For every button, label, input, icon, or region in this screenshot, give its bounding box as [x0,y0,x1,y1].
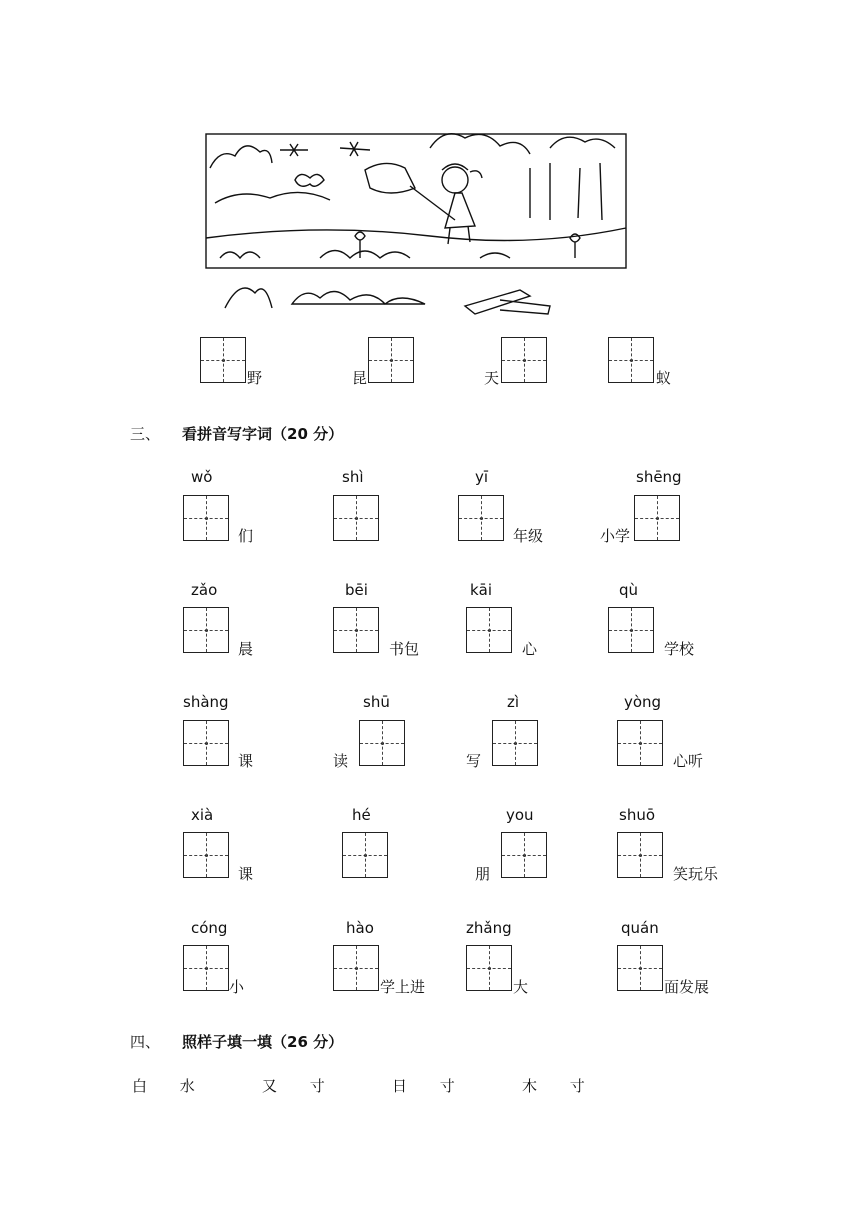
pinyin: shì [342,468,364,486]
section-number: 三、 [130,425,161,443]
word-text: 笑玩乐 [673,865,719,883]
word-text: 心听 [673,752,704,770]
word-text: 读 [333,752,349,770]
word-text: 课 [238,865,254,883]
word-text: 书包 [389,640,420,658]
pinyin: shuō [619,806,656,824]
pinyin: shū [363,693,390,711]
char-box[interactable] [466,607,512,653]
word-text: 学校 [664,640,695,658]
char-box[interactable] [466,945,512,991]
pinyin: hào [346,919,374,937]
char-box[interactable] [333,607,379,653]
char-box[interactable] [608,337,654,383]
word-text: 课 [238,752,254,770]
word-text: 心 [522,640,538,658]
word-text: 面发展 [664,978,710,996]
pinyin: zǎo [191,581,218,599]
char-box[interactable] [501,337,547,383]
word-text: 朋 [475,865,491,883]
char-box[interactable] [333,945,379,991]
pinyin: xià [191,806,214,824]
pinyin: shàng [183,693,229,711]
char-box[interactable] [501,832,547,878]
word-text: 野 [247,369,263,387]
word-text: 昆 [352,369,368,387]
word-text: 年级 [513,527,544,545]
pinyin: wǒ [191,468,213,486]
pinyin: bēi [345,581,368,599]
word-text: 大 [513,978,529,996]
char-box[interactable] [368,337,414,383]
char-box[interactable] [458,495,504,541]
word-text: 蚁 [656,369,672,387]
sample-item: 木 寸 [522,1077,599,1095]
word-text: 小学 [600,527,631,545]
pinyin: you [506,806,534,824]
section-title: 看拼音写字词（20 分） [182,425,344,443]
char-box[interactable] [359,720,405,766]
sample-item: 又 寸 [262,1077,339,1095]
char-box[interactable] [183,945,229,991]
word-text: 学上进 [380,978,426,996]
section-number: 四、 [130,1033,161,1051]
pinyin: zhǎng [466,919,512,937]
char-box[interactable] [617,945,663,991]
word-text: 小 [229,978,245,996]
char-box[interactable] [183,495,229,541]
char-box[interactable] [617,720,663,766]
char-box[interactable] [183,832,229,878]
word-text: 们 [238,527,254,545]
pinyin: shēng [636,468,682,486]
char-box[interactable] [200,337,246,383]
pinyin: zì [507,693,520,711]
char-box[interactable] [608,607,654,653]
char-box[interactable] [634,495,680,541]
pinyin: quán [621,919,659,937]
word-text: 天 [484,369,500,387]
word-text: 晨 [238,640,254,658]
char-box[interactable] [183,607,229,653]
char-box[interactable] [183,720,229,766]
section-3-heading [130,423,343,444]
pinyin: cóng [191,919,228,937]
pinyin: yòng [624,693,662,711]
sample-item: 白 水 [132,1077,209,1095]
char-box[interactable] [492,720,538,766]
char-box[interactable] [333,495,379,541]
section-title: 照样子填一填（26 分） [182,1033,344,1051]
section-4-heading [130,1031,343,1052]
illustration-girl-catching-insects [200,108,640,323]
char-box[interactable] [617,832,663,878]
pinyin: hé [352,806,371,824]
sample-item: 日 寸 [392,1077,469,1095]
pinyin: qù [619,581,639,599]
pinyin: kāi [470,581,493,599]
char-box[interactable] [342,832,388,878]
word-text: 写 [466,752,482,770]
pinyin: yī [475,468,489,486]
